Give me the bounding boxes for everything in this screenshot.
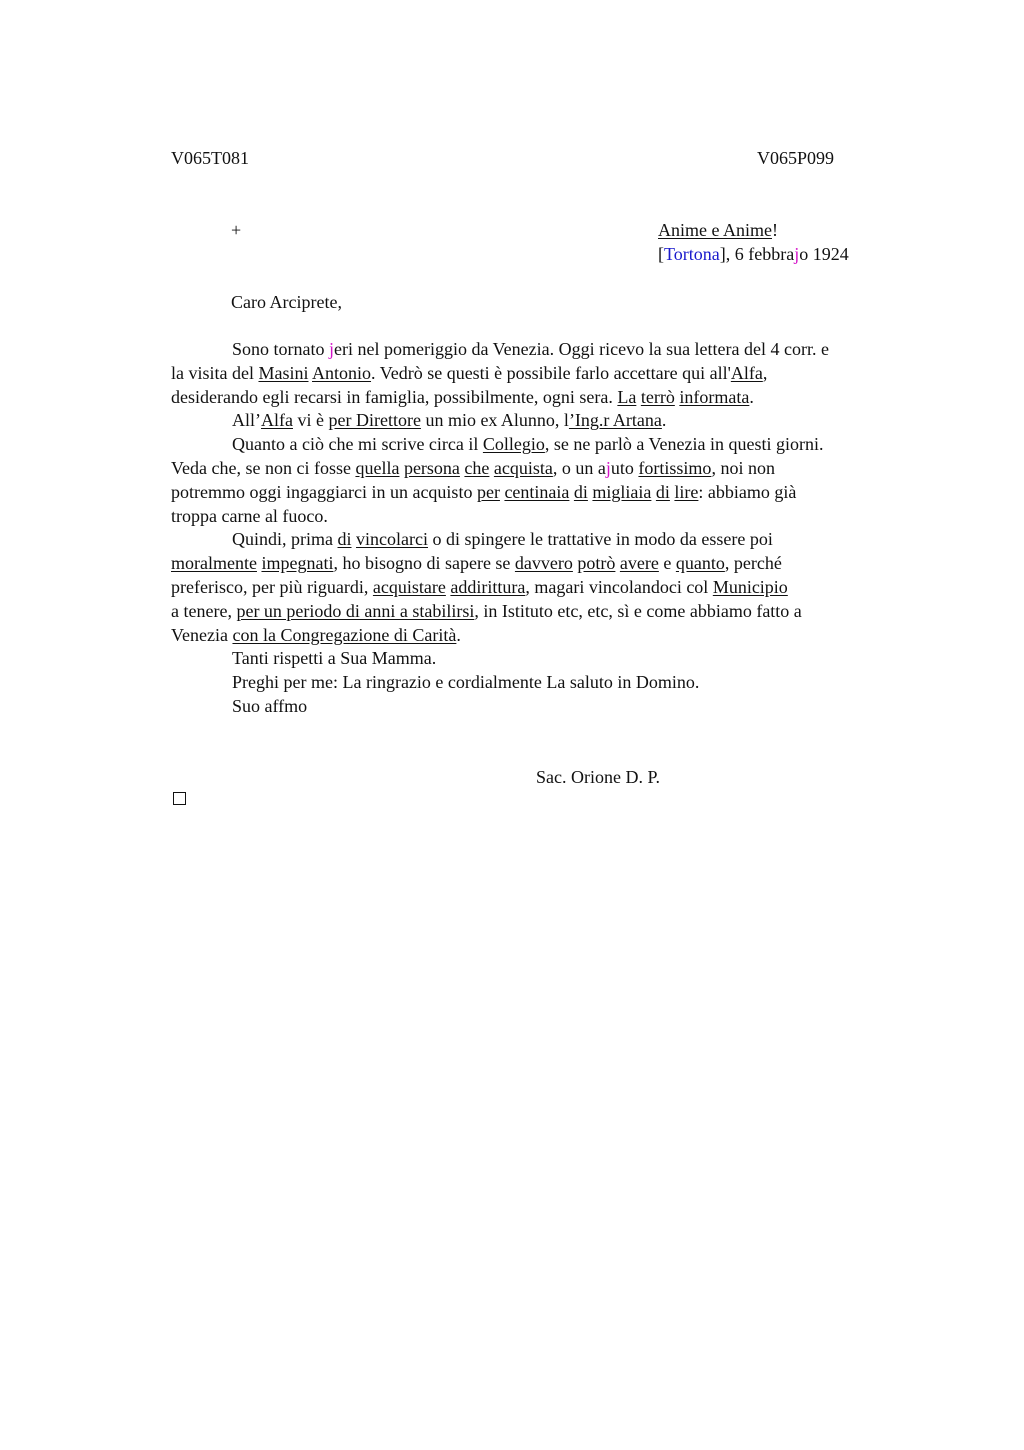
body-line: All’Alfa vi è per Direttore un mio ex Alunno, l’Ing.r Artana.: [232, 410, 667, 431]
body-line: Quindi, prima di vincolarci o di spingere le trattative in modo da essere poi: [232, 529, 773, 550]
body-line: la visita del Masini Antonio. Vedrò se questi è possibile farlo accettare qui all'Alfa,: [171, 362, 768, 383]
body-line: Preghi per me: La ringrazio e cordialmente La saluto in Domino.: [232, 672, 700, 693]
checkbox-icon: [173, 792, 186, 805]
editorial-letter: j: [794, 244, 800, 264]
body-line: potremmo oggi ingaggiarci in un acquisto per centinaia di migliaia di lire: abbiamo già: [171, 481, 797, 502]
body-line: Venezia con la Congregazione di Carità.: [171, 624, 461, 645]
dateline-date: ], 6 febbra: [719, 244, 795, 264]
signature: Sac. Orione D. P.: [536, 767, 660, 787]
body-line: Veda che, se non ci fosse quella persona che acquista, o un ajuto fortissimo, noi non: [171, 457, 775, 478]
closing: Suo affmo: [232, 695, 308, 716]
body-line: preferisco, per più riguardi, acquistare addirittura, magari vincolandoci col Municipio: [171, 576, 788, 597]
body-line: Tanti rispetti a Sua Mamma.: [232, 648, 437, 669]
cross-mark: +: [231, 220, 242, 240]
dateline-open: [: [658, 244, 664, 264]
place-name: Tortona: [664, 244, 720, 264]
body-line: Quanto a ciò che mi scrive circa il Collegio, se ne parlò a Venezia in questi giorni.: [232, 434, 824, 455]
dateline: [658, 242, 849, 266]
editorial-letter: j: [329, 339, 335, 359]
motto-punct: !: [771, 220, 778, 240]
motto: [658, 218, 778, 242]
archive-code-left: V065T081: [171, 148, 249, 168]
body-line: a tenere, per un periodo di anni a stabilirsi, in Istituto etc, etc, sì e come abbiamo fatto a: [171, 600, 802, 621]
body-line: Sono tornato jeri nel pomeriggio da Venezia. Oggi ricevo la sua lettera del 4 corr. e: [232, 339, 829, 359]
body-line: moralmente impegnati, ho bisogno di sapere se davvero potrò avere e quanto, perché: [171, 553, 782, 574]
archive-code-right: V065P099: [757, 148, 835, 168]
editorial-letter: j: [605, 457, 611, 478]
dateline-year: o 1924: [799, 244, 849, 264]
salutation: Caro Arciprete,: [231, 292, 342, 312]
letter-body: [171, 338, 931, 719]
body-line: troppa carne al fuoco.: [171, 505, 328, 526]
motto-text: Anime e Anime: [658, 220, 772, 240]
body-line: desiderando egli recarsi in famiglia, possibilmente, ogni sera. La terrò informata.: [171, 386, 754, 407]
